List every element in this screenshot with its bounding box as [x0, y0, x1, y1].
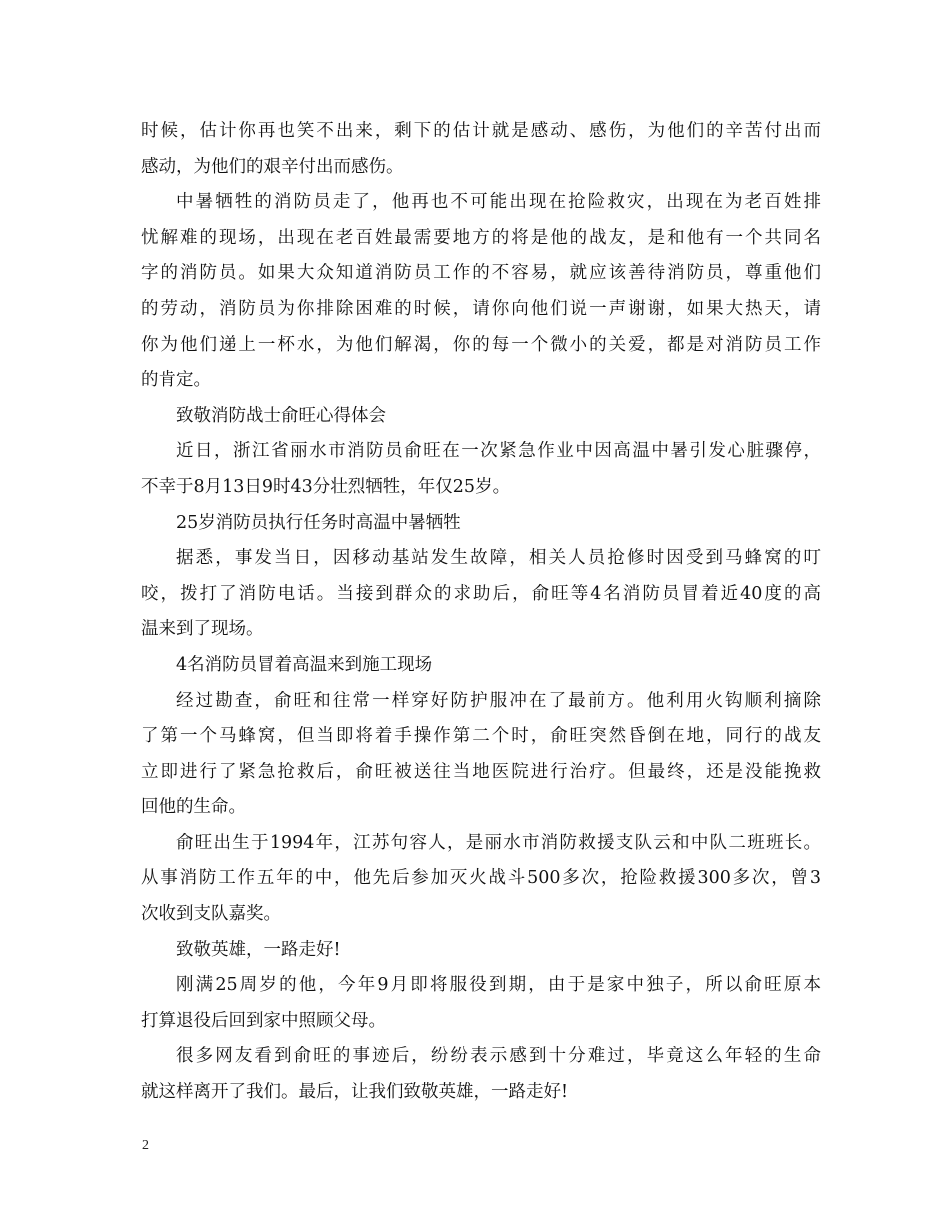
text-line: 字的消防员。如果大众知道消防员工作的不容易，就应该善待消防员，尊重他们 [141, 263, 821, 284]
text-line: 打算退役后回到家中照顾父母。 [141, 1010, 386, 1031]
paragraph-line: 刚满25周岁的他，今年9月即将服役到期，由于是家中独子，所以俞旺原本 [176, 975, 821, 996]
text-line: 你为他们递上一杯水，为他们解渴，你的每一个微小的关爱，都是对消防员工作 [141, 334, 821, 355]
text-line: 的肯定。 [141, 370, 211, 391]
paragraph-line: 中暑牺牲的消防员走了，他再也不可能出现在抢险救灾，出现在为老百姓排 [176, 192, 821, 213]
paragraph-line: 经过勘查，俞旺和往常一样穿好防护服冲在了最前方。他利用火钩顺利摘除 [176, 690, 821, 711]
document-body [141, 114, 821, 1111]
text-line: 次收到支队嘉奖。 [141, 904, 281, 925]
section-heading: 致敬消防战士俞旺心得体会 [176, 405, 386, 426]
text-line: 感动，为他们的艰辛付出而感伤。 [141, 156, 404, 177]
text-line: 咬，拨打了消防电话。当接到群众的求助后，俞旺等4名消防员冒着近40度的高 [141, 583, 821, 604]
section-heading: 4名消防员冒着高温来到施工现场 [176, 654, 433, 675]
text-line: 回他的生命。 [141, 797, 246, 818]
text-line: 从事消防工作五年的中，他先后参加灭火战斗500多次，抢险救援300多次，曾3 [141, 868, 821, 889]
paragraph-line: 近日，浙江省丽水市消防员俞旺在一次紧急作业中因高温中暑引发心脏骤停， [176, 441, 821, 462]
text-line: 立即进行了紧急抢救后，俞旺被送往当地医院进行治疗。但最终，还是没能挽救 [141, 761, 821, 782]
section-heading: 25岁消防员执行任务时高温中暑牺牲 [176, 512, 461, 533]
section-heading: 致敬英雄，一路走好! [176, 939, 341, 960]
text-line: 时候，估计你再也笑不出来，剩下的估计就是感动、感伤，为他们的辛苦付出而 [141, 121, 821, 141]
text-line: 了第一个马蜂窝，但当即将着手操作第二个时，俞旺突然昏倒在地，同行的战友 [141, 726, 821, 747]
text-line: 就这样离开了我们。最后，让我们致敬英雄，一路走好! [141, 1082, 569, 1103]
text-line: 不幸于8月13日9时43分壮烈牺牲，年仅25岁。 [141, 476, 511, 497]
text-line: 的劳动，消防员为你排除困难的时候，请你向他们说一声谢谢，如果大热天，请 [141, 298, 821, 319]
paragraph-line: 很多网友看到俞旺的事迹后，纷纷表示感到十分难过，毕竟这么年轻的生命 [176, 1046, 821, 1067]
text-line: 忧解难的现场，出现在老百姓最需要地方的将是他的战友，是和他有一个共同名 [141, 227, 821, 248]
paragraph-line: 俞旺出生于1994年，江苏句容人，是丽水市消防救援支队云和中队二班班长。 [176, 832, 821, 853]
paragraph-line: 据悉，事发当日，因移动基站发生故障，相关人员抢修时因受到马蜂窝的叮 [176, 548, 821, 569]
page-number: 2 [142, 1138, 149, 1153]
text-line: 温来到了现场。 [141, 619, 264, 640]
